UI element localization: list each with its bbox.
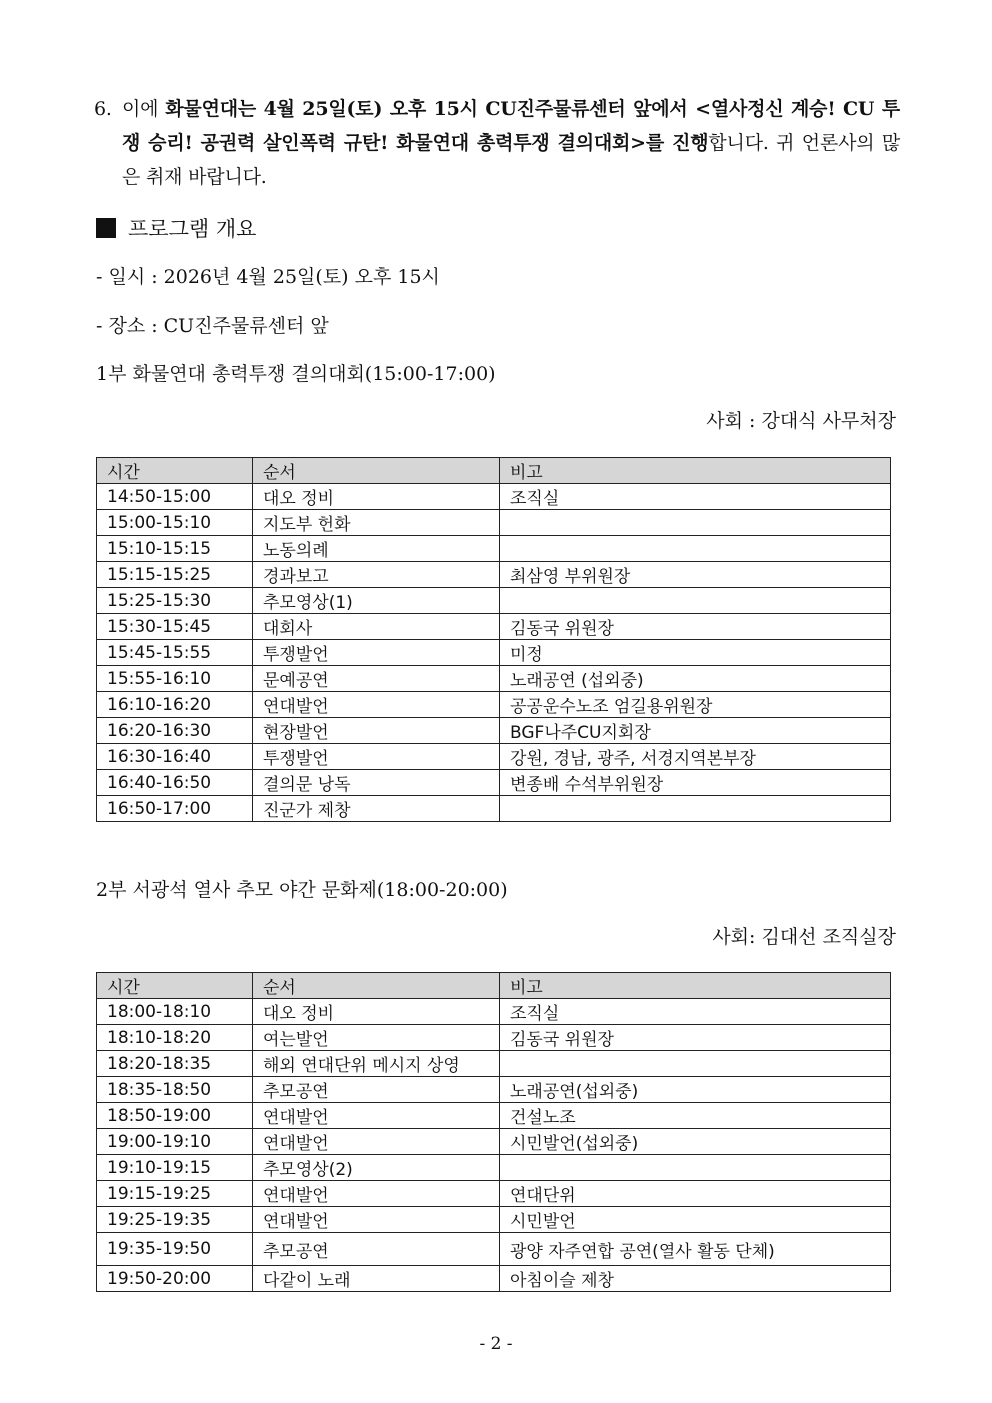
black-square-icon	[96, 218, 116, 238]
time-cell: 18:20-18:35	[97, 1051, 253, 1077]
table-row	[97, 770, 891, 796]
table-row	[97, 510, 891, 536]
table-row	[97, 1129, 891, 1155]
part1-host: 사회 : 강대식 사무처장	[706, 410, 896, 432]
program-datetime: - 일시 : 2026년 4월 25일(토) 오후 15시	[96, 266, 440, 288]
note-cell: 시민발언(섭외중)	[500, 1129, 891, 1155]
time-cell: 16:50-17:00	[97, 796, 253, 822]
note-cell: 조직실	[500, 999, 891, 1025]
table-row	[97, 1207, 891, 1233]
table-row	[97, 666, 891, 692]
note-cell	[500, 1155, 891, 1181]
table-row	[97, 640, 891, 666]
page-number: - 2 -	[479, 1334, 513, 1354]
time-cell: 18:10-18:20	[97, 1025, 253, 1051]
time-cell: 15:25-15:30	[97, 588, 253, 614]
note-cell: 노래공연 (섭외중)	[500, 666, 891, 692]
table-row	[97, 796, 891, 822]
note-cell: 김동국 위원장	[500, 614, 891, 640]
order-cell: 경과보고	[253, 562, 500, 588]
order-cell: 여는발언	[253, 1025, 500, 1051]
table-row	[97, 1155, 891, 1181]
header-time: 시간	[97, 458, 253, 484]
header-order: 순서	[253, 458, 500, 484]
order-cell: 진군가 제창	[253, 796, 500, 822]
order-cell: 다같이 노래	[253, 1266, 500, 1292]
part2-schedule-table	[96, 972, 891, 1292]
time-cell: 15:55-16:10	[97, 666, 253, 692]
note-cell: 강원, 경남, 광주, 서경지역본부장	[500, 744, 891, 770]
program-heading	[96, 213, 256, 243]
order-cell: 투쟁발언	[253, 744, 500, 770]
time-cell: 15:00-15:10	[97, 510, 253, 536]
table-row	[97, 484, 891, 510]
order-cell: 추모영상(2)	[253, 1155, 500, 1181]
part2-title: 2부 서광석 열사 추모 야간 문화제(18:00-20:00)	[96, 879, 508, 901]
time-cell: 19:35-19:50	[97, 1233, 253, 1266]
table-row	[97, 562, 891, 588]
time-cell: 15:30-15:45	[97, 614, 253, 640]
order-cell: 추모영상(1)	[253, 588, 500, 614]
order-cell: 문예공연	[253, 666, 500, 692]
paragraph-body	[122, 92, 900, 194]
note-cell: 노래공연(섭외중)	[500, 1077, 891, 1103]
note-cell: 공공운수노조 엄길용위원장	[500, 692, 891, 718]
order-cell: 대회사	[253, 614, 500, 640]
note-cell: 변종배 수석부위원장	[500, 770, 891, 796]
paragraph-text-1: 이에	[122, 98, 166, 120]
table-row	[97, 1103, 891, 1129]
header-time: 시간	[97, 973, 253, 999]
program-place: - 장소 : CU진주물류센터 앞	[96, 315, 329, 337]
table-row	[97, 588, 891, 614]
paragraph-number: 6.	[94, 98, 112, 120]
order-cell: 연대발언	[253, 1103, 500, 1129]
header-order: 순서	[253, 973, 500, 999]
note-cell	[500, 1051, 891, 1077]
order-cell: 결의문 낭독	[253, 770, 500, 796]
order-cell: 투쟁발언	[253, 640, 500, 666]
program-heading-text: 프로그램 개요	[128, 217, 257, 241]
table-row	[97, 1051, 891, 1077]
table-row	[97, 1266, 891, 1292]
note-cell	[500, 588, 891, 614]
order-cell: 현장발언	[253, 718, 500, 744]
order-cell: 해외 연대단위 메시지 상영	[253, 1051, 500, 1077]
table-row	[97, 744, 891, 770]
note-cell: 조직실	[500, 484, 891, 510]
note-cell: 시민발언	[500, 1207, 891, 1233]
time-cell: 19:50-20:00	[97, 1266, 253, 1292]
time-cell: 16:40-16:50	[97, 770, 253, 796]
order-cell: 지도부 헌화	[253, 510, 500, 536]
order-cell: 연대발언	[253, 1129, 500, 1155]
note-cell	[500, 796, 891, 822]
table-row	[97, 1025, 891, 1051]
note-cell	[500, 536, 891, 562]
note-cell: 광양 자주연합 공연(열사 활동 단체)	[500, 1233, 891, 1266]
note-cell: 아침이슬 제창	[500, 1266, 891, 1292]
part1-title: 1부 화물연대 총력투쟁 결의대회(15:00-17:00)	[96, 363, 496, 385]
paragraph-6	[94, 92, 900, 194]
time-cell: 15:45-15:55	[97, 640, 253, 666]
table-row	[97, 536, 891, 562]
table-row	[97, 1181, 891, 1207]
time-cell: 18:50-19:00	[97, 1103, 253, 1129]
time-cell: 19:00-19:10	[97, 1129, 253, 1155]
note-cell: 최삼영 부위원장	[500, 562, 891, 588]
table-row	[97, 1077, 891, 1103]
note-cell: BGF나주CU지회장	[500, 718, 891, 744]
time-cell: 15:10-15:15	[97, 536, 253, 562]
time-cell: 15:15-15:25	[97, 562, 253, 588]
time-cell: 18:35-18:50	[97, 1077, 253, 1103]
note-cell: 김동국 위원장	[500, 1025, 891, 1051]
order-cell: 연대발언	[253, 1207, 500, 1233]
table-row	[97, 614, 891, 640]
note-cell: 건설노조	[500, 1103, 891, 1129]
time-cell: 16:20-16:30	[97, 718, 253, 744]
order-cell: 추모공연	[253, 1077, 500, 1103]
order-cell: 추모공연	[253, 1233, 500, 1266]
table-header-row	[97, 973, 891, 999]
paragraph-text-2: 합니다. 귀 언론사의 많은 취재 바랍니다.	[122, 132, 900, 188]
header-note: 비고	[500, 458, 891, 484]
note-cell: 미정	[500, 640, 891, 666]
time-cell: 14:50-15:00	[97, 484, 253, 510]
table-header-row	[97, 458, 891, 484]
time-cell: 16:10-16:20	[97, 692, 253, 718]
time-cell: 16:30-16:40	[97, 744, 253, 770]
time-cell: 18:00-18:10	[97, 999, 253, 1025]
time-cell: 19:10-19:15	[97, 1155, 253, 1181]
order-cell: 연대발언	[253, 1181, 500, 1207]
table-row	[97, 718, 891, 744]
note-cell: 연대단위	[500, 1181, 891, 1207]
time-cell: 19:25-19:35	[97, 1207, 253, 1233]
table-row	[97, 999, 891, 1025]
part1-schedule-table	[96, 457, 891, 822]
time-cell: 19:15-19:25	[97, 1181, 253, 1207]
order-cell: 대오 정비	[253, 484, 500, 510]
note-cell	[500, 510, 891, 536]
order-cell: 노동의례	[253, 536, 500, 562]
order-cell: 연대발언	[253, 692, 500, 718]
paragraph-bold-text: 화물연대는 4월 25일(토) 오후 15시 CU진주물류센터 앞에서 <열사정신 계승! CU 투쟁 승리! 공권력 살인폭력 규탄! 화물연대 총력투쟁 결의대회>를 진행	[122, 98, 900, 154]
order-cell: 대오 정비	[253, 999, 500, 1025]
header-note: 비고	[500, 973, 891, 999]
table-row	[97, 1233, 891, 1266]
part2-host: 사회: 김대선 조직실장	[712, 926, 896, 948]
table-row	[97, 692, 891, 718]
